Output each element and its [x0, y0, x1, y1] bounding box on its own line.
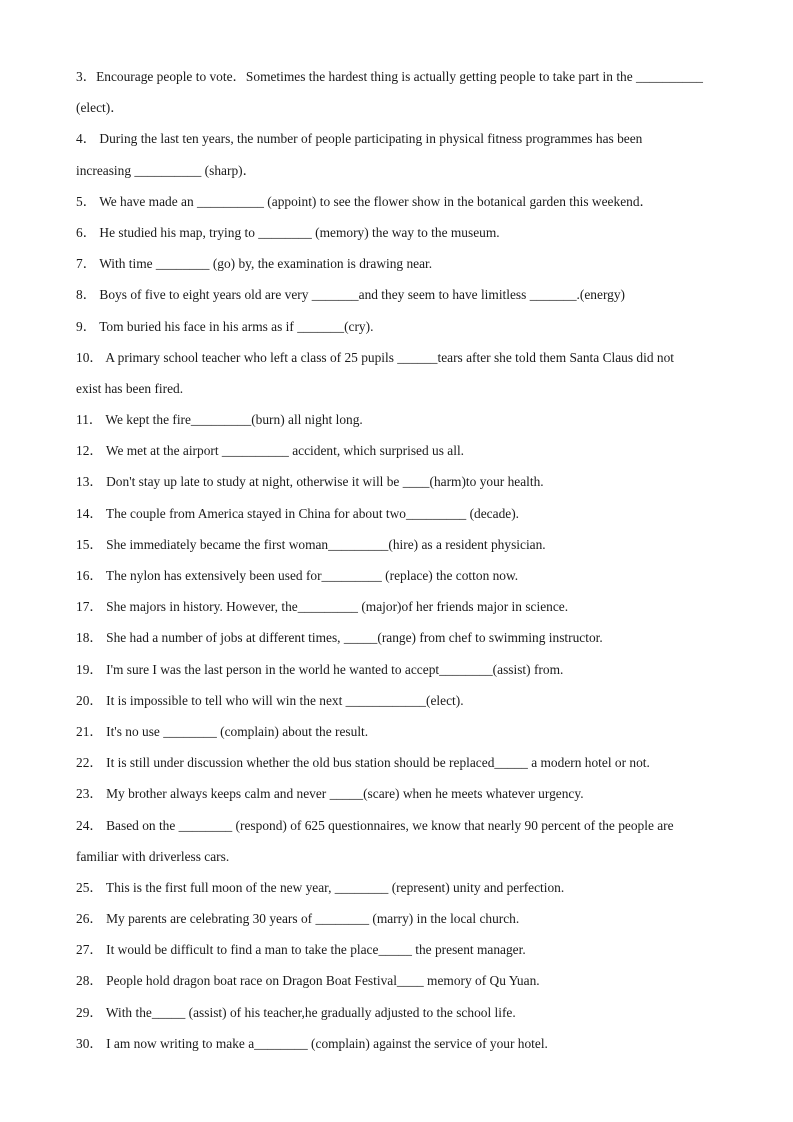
question-27: 27． It would be difficult to find a man to take the place_____ the present manager. [76, 942, 526, 958]
question-7: 7． With time ________ (go) by, the examination is drawing near. [76, 256, 433, 272]
question-10-line-1: 10． A primary school teacher who left a class of 25 pupils ______tears after she told them Santa Claus did not [76, 349, 674, 365]
question-25: 25． This is the first full moon of the new year, ________ (represent) unity and perfection. [76, 879, 565, 895]
question-4-line-2: increasing __________ (sharp)． [76, 162, 256, 178]
question-30: 30． I am now writing to make a________ (complain) against the service of your hotel. [76, 1035, 548, 1051]
question-26: 26． My parents are celebrating 30 years of ________ (marry) in the local church. [76, 911, 520, 927]
question-16: 16． The nylon has extensively been used for_________ (replace) the cotton now. [76, 568, 519, 583]
question-12: 12． We met at the airport __________ accident, which surprised us all. [76, 443, 465, 459]
question-24-line-1: 24． Based on the ________ (respond) of 625 questionnaires, we know that nearly 90 percent of the people are [76, 817, 674, 833]
question-24-line-2: familiar with driverless cars. [76, 848, 230, 864]
question-8: 8． Boys of five to eight years old are very _______and they seem to have limitless _______.(energy) [76, 287, 626, 303]
question-14: 14． The couple from America stayed in China for about two_________ (decade). [76, 505, 520, 521]
question-3-line-1: 3．Encourage people to vote．Sometimes the hardest thing is actually getting people to take part in the __________ [76, 69, 703, 84]
question-13: 13． Don't stay up late to study at night, otherwise it will be ____(harm)to your health. [76, 474, 544, 490]
question-23: 23． My brother always keeps calm and never _____(scare) when he meets whatever urgency. [76, 786, 584, 802]
question-5: 5． We have made an __________ (appoint) to see the flower show in the botanical garden this weekend． [76, 193, 653, 209]
question-20: 20． It is impossible to tell who will win the next ____________(elect). [76, 692, 464, 708]
question-21: 21． It's no use ________ (complain) about the result. [76, 723, 369, 739]
question-19: 19． I'm sure I was the last person in the world he wanted to accept________(assist) from. [76, 661, 564, 677]
question-4-line-1: 4． During the last ten years, the number of people participating in physical fitness programmes has been [76, 131, 643, 147]
question-10-line-2: exist has been fired. [76, 380, 184, 396]
question-11: 11． We kept the fire_________(burn) all night long. [76, 412, 363, 428]
question-3-line-2: (elect)． [76, 100, 124, 116]
question-18: 18． She had a number of jobs at different times, _____(range) from chef to swimming instructor. [76, 630, 603, 646]
worksheet-page [76, 66, 726, 1064]
question-17: 17． She majors in history. However, the_________ (major)of her friends major in science. [76, 599, 569, 615]
question-15: 15． She immediately became the first woman_________(hire) as a resident physician. [76, 536, 546, 552]
question-9: 9． Tom buried his face in his arms as if _______(cry). [76, 318, 374, 334]
question-28: 28． People hold dragon boat race on Dragon Boat Festival____ memory of Qu Yuan. [76, 973, 540, 989]
question-22: 22． It is still under discussion whether the old bus station should be replaced_____ a modern hotel or not. [76, 755, 650, 771]
question-6: 6． He studied his map, trying to ________ (memory) the way to the museum. [76, 224, 500, 240]
question-29: 29． With the_____ (assist) of his teacher,he gradually adjusted to the school life. [76, 1004, 516, 1020]
